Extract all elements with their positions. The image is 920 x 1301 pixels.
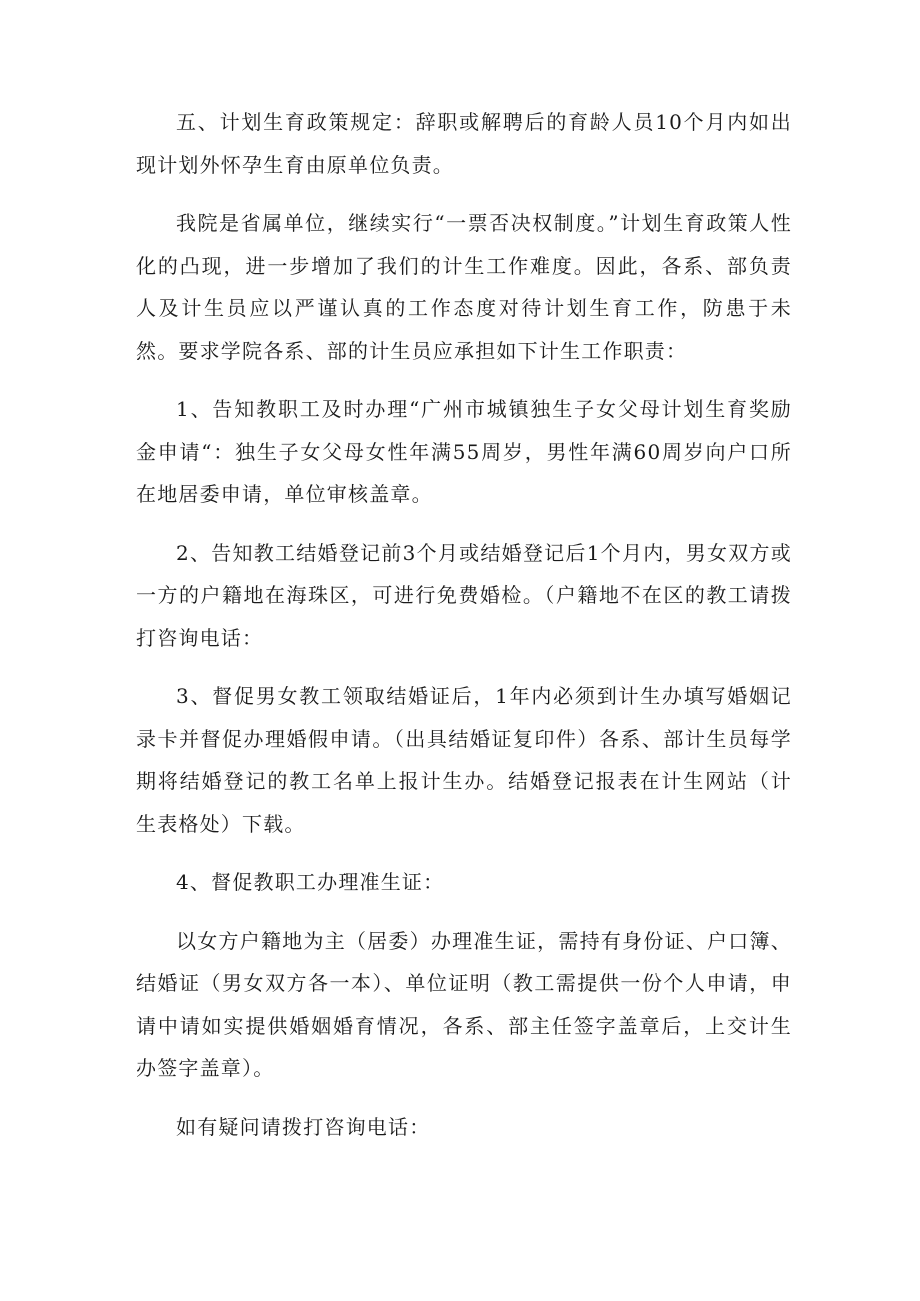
paragraph-provincial-unit: 我院是省属单位，继续实行“一票否决权制度。”计划生育政策人性化的凸现，进一步增加了我们的计生工作难度。因此，各系、部负责人及计生员应以严谨认真的工作态度对待计划生育工作，防患于未然。要求学院各系、部的计生员应承担如下计生工作职责：: [136, 211, 792, 363]
paragraph-duty-1: 1、告知教职工及时办理“广州市城镇独生子女父母计划生育奖励金申请“：独生子女父母女性年满55周岁，男性年满60周岁向户口所在地居委申请，单位审核盖章。: [136, 397, 792, 506]
paragraph-policy-rule: 五、计划生育政策规定：辞职或解聘后的育龄人员10个月内如出现计划外怀孕生育由原单位负责。: [136, 110, 792, 177]
document-body: [136, 101, 792, 1164]
paragraph-duty-2: 2、告知教工结婚登记前3个月或结婚登记后1个月内，男女双方或一方的户籍地在海珠区，可进行免费婚检。（户籍地不在区的教工请拨打咨询电话：: [136, 540, 792, 650]
paragraph-birth-permit: 以女方户籍地为主（居委）办理准生证，需持有身份证、户口簿、结婚证（男女双方各一本）、单位证明（教工需提供一份个人申请，申请中请如实提供婚姻婚育情况，各系、部主任签字盖章后，上交计生办签字盖章）。: [136, 928, 792, 1080]
paragraph-duty-4: 4、督促教职工办理准生证：: [176, 870, 445, 894]
paragraph-duty-3: 3、督促男女教工领取结婚证后，1年内必须到计生办填写婚姻记录卡并督促办理婚假申请。（出具结婚证复印件）各系、部计生员每学期将结婚登记的教工名单上报计生办。结婚登记报表在计生网站（计生表格处）下载。: [136, 684, 792, 836]
paragraph-contact: 如有疑问请拨打咨询电话：: [176, 1114, 431, 1139]
